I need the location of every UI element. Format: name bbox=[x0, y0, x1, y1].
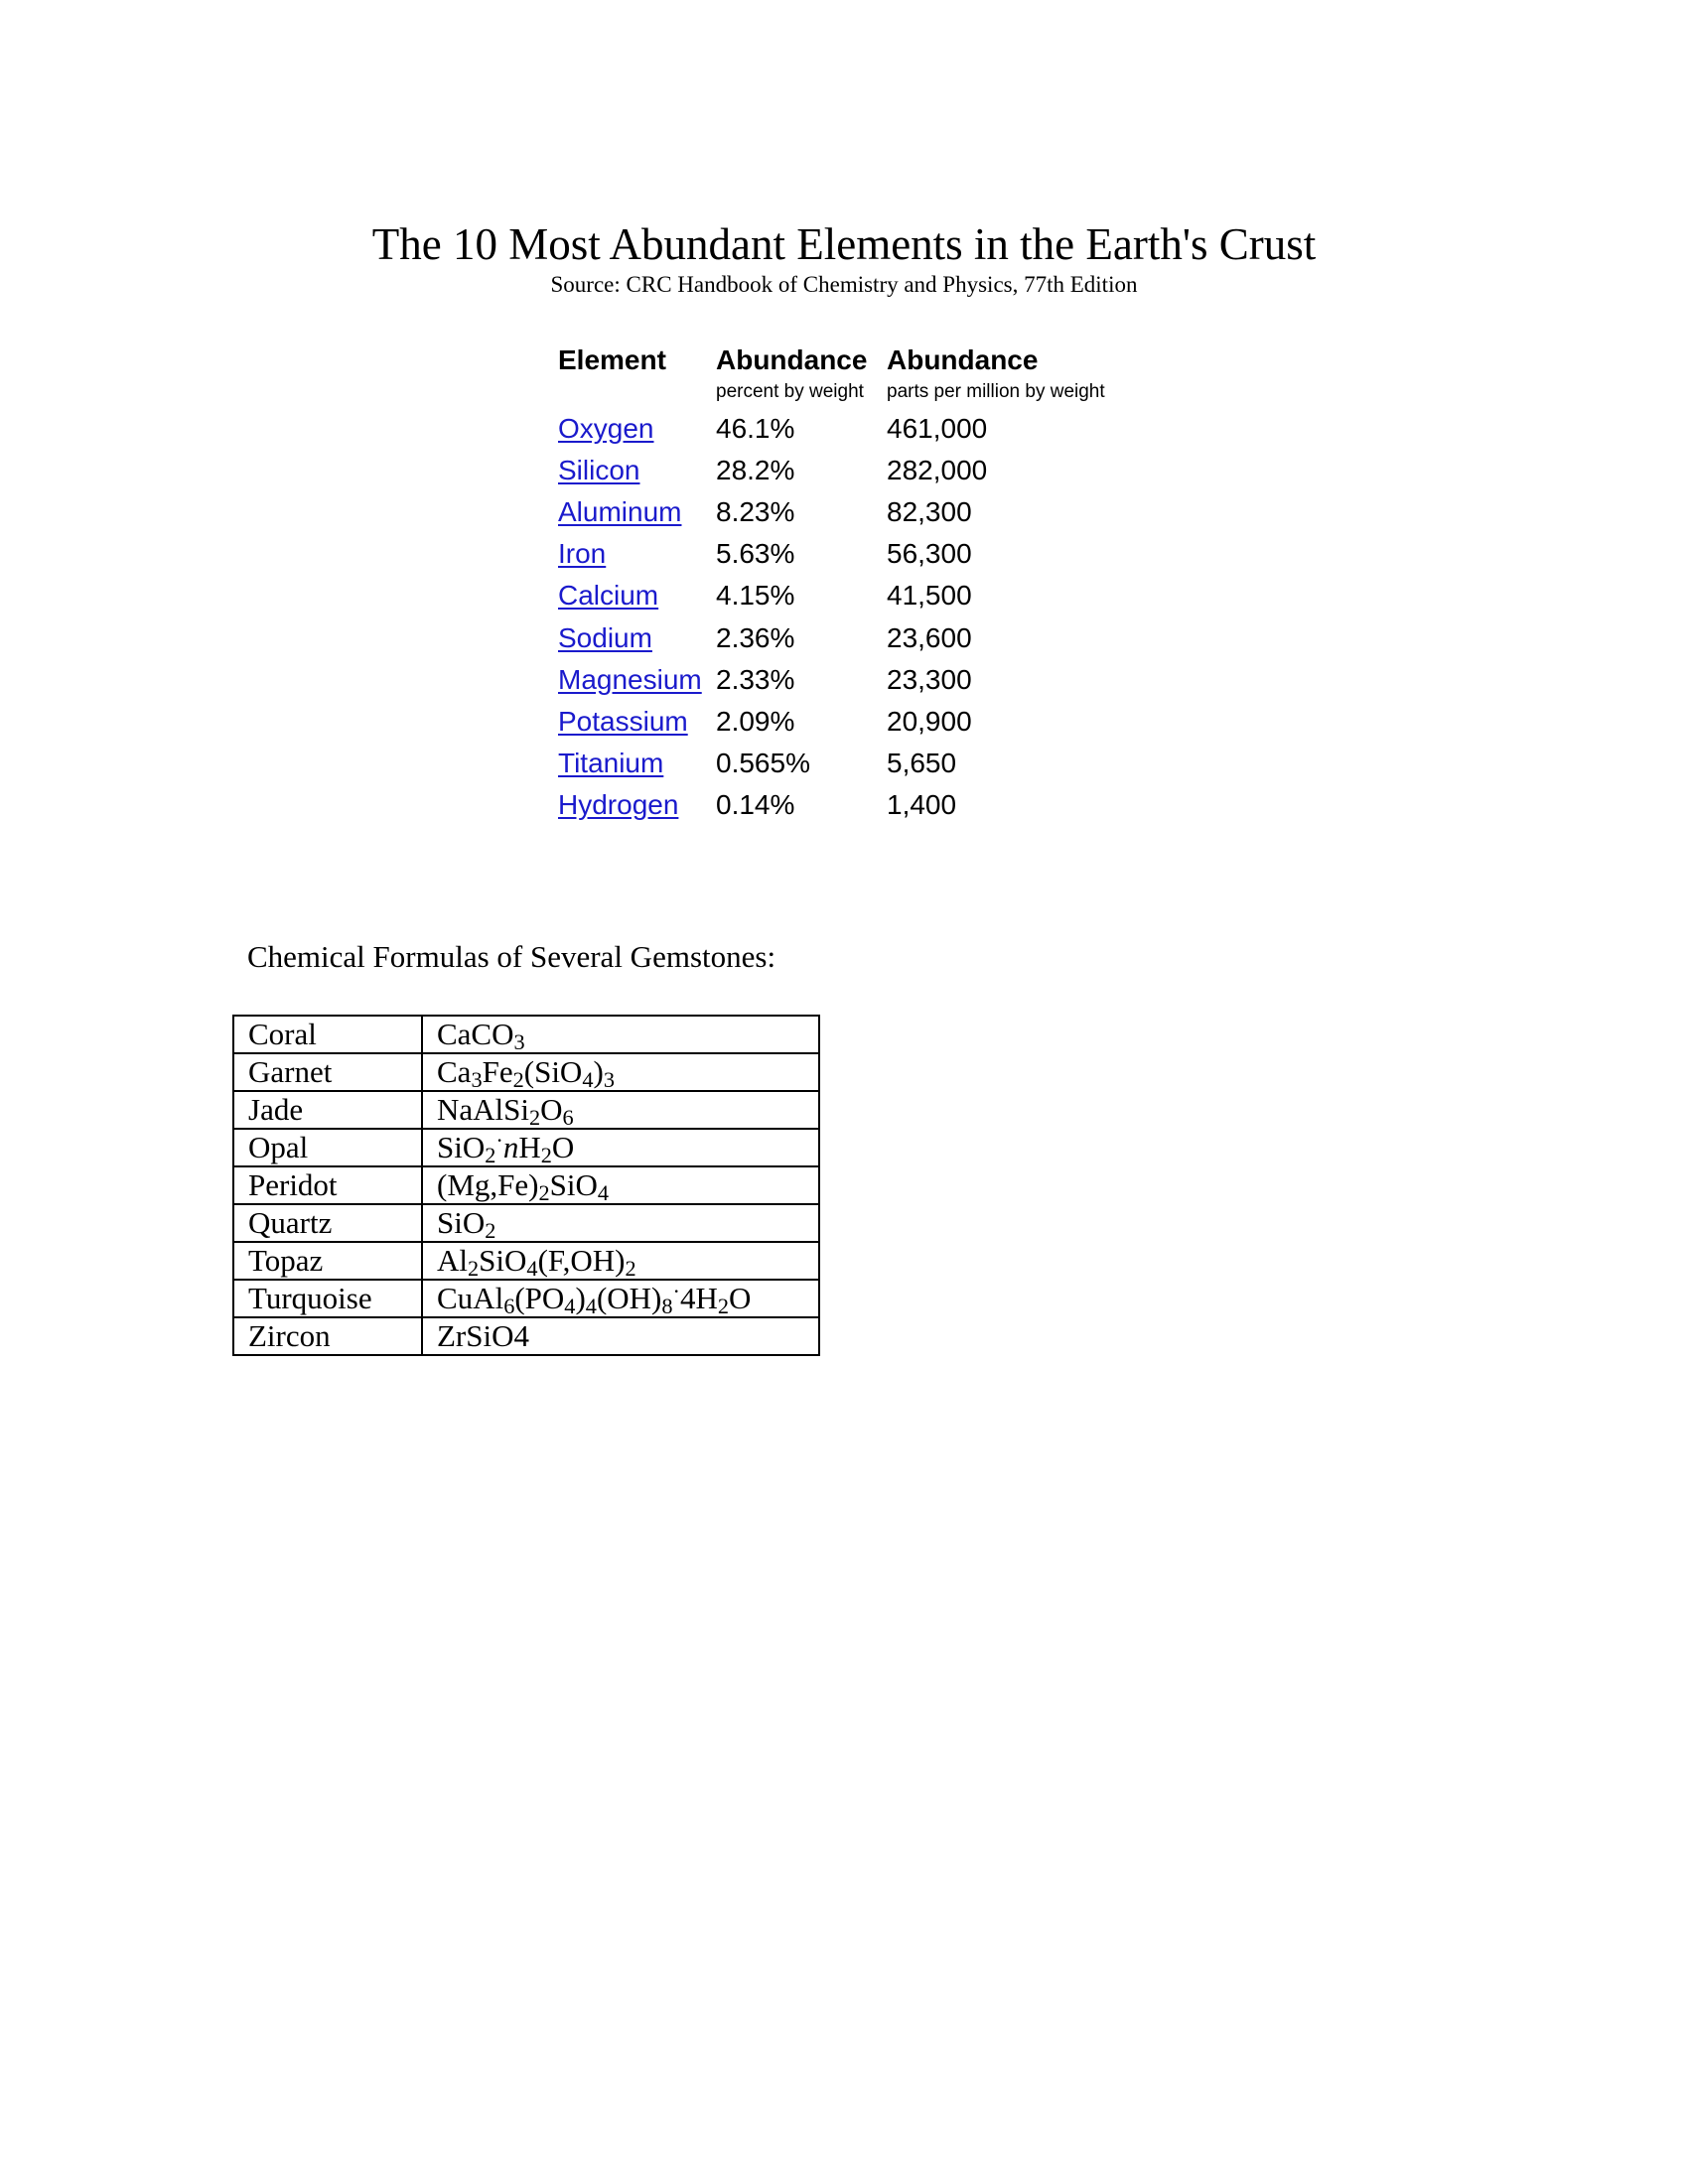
formula-dot: · bbox=[495, 1127, 503, 1153]
element-row bbox=[558, 701, 1154, 743]
percent-value: 8.23% bbox=[716, 496, 795, 528]
formula-part: (SiO bbox=[523, 1054, 583, 1089]
element-row bbox=[558, 659, 1154, 701]
gemstones-table bbox=[232, 1015, 820, 1356]
formula-subscript: 2 bbox=[485, 1217, 496, 1243]
element-link-hydrogen[interactable]: Hydrogen bbox=[558, 788, 679, 820]
gemstone-name: Jade bbox=[233, 1091, 422, 1129]
formula-subscript: 2 bbox=[529, 1104, 541, 1130]
element-row bbox=[558, 533, 1154, 575]
formula-subscript: 2 bbox=[485, 1142, 496, 1167]
formula-part: 4H bbox=[679, 1281, 718, 1315]
formula-part: Ca bbox=[437, 1054, 472, 1089]
ppm-value: 82,300 bbox=[887, 496, 972, 528]
gemstone-formula bbox=[422, 1091, 819, 1129]
ppm-value: 23,600 bbox=[887, 621, 972, 653]
formula-part: n bbox=[502, 1130, 519, 1164]
gemstone-row bbox=[233, 1280, 819, 1317]
element-row bbox=[558, 784, 1154, 826]
formula-subscript: 4 bbox=[585, 1293, 597, 1318]
element-row bbox=[558, 408, 1154, 450]
gemstone-row bbox=[233, 1166, 819, 1204]
formula-subscript: 2 bbox=[625, 1255, 636, 1281]
formula-subscript: 6 bbox=[503, 1293, 515, 1318]
element-row bbox=[558, 743, 1154, 784]
formula-subscript: 3 bbox=[603, 1066, 615, 1092]
percent-value: 2.09% bbox=[716, 705, 795, 737]
header-element: Element bbox=[558, 344, 666, 375]
formula-subscript: 3 bbox=[471, 1066, 483, 1092]
formula-subscript: 2 bbox=[468, 1255, 480, 1281]
gemstone-row bbox=[233, 1129, 819, 1166]
formula-subscript: 8 bbox=[661, 1293, 673, 1318]
formula-part: SiO bbox=[437, 1205, 486, 1240]
ppm-value: 23,300 bbox=[887, 663, 972, 695]
ppm-value: 56,300 bbox=[887, 538, 972, 570]
gemstone-formula bbox=[422, 1053, 819, 1091]
page-title: The 10 Most Abundant Elements in the Earth's Crust bbox=[371, 219, 1317, 269]
formula-part: (OH) bbox=[596, 1281, 662, 1315]
formula-subscript: 4 bbox=[564, 1293, 576, 1318]
formula-part: (F,OH) bbox=[537, 1243, 626, 1278]
element-link-iron[interactable]: Iron bbox=[558, 538, 607, 570]
percent-value: 2.33% bbox=[716, 663, 795, 695]
element-link-titanium[interactable]: Titanium bbox=[558, 747, 664, 778]
formula-subscript: 6 bbox=[562, 1104, 574, 1130]
gemstone-row bbox=[233, 1016, 819, 1053]
percent-value: 0.14% bbox=[716, 788, 795, 820]
gemstone-formula bbox=[422, 1204, 819, 1242]
formula-part: CuAl bbox=[437, 1281, 504, 1315]
gemstone-formula bbox=[422, 1317, 819, 1355]
gemstone-formula bbox=[422, 1166, 819, 1204]
gemstones-heading: Chemical Formulas of Several Gemstones: bbox=[247, 939, 776, 974]
formula-part: NaAlSi bbox=[437, 1092, 529, 1127]
percent-value: 4.15% bbox=[716, 580, 795, 612]
element-row bbox=[558, 450, 1154, 491]
ppm-value: 282,000 bbox=[887, 455, 988, 486]
formula-dot: · bbox=[672, 1278, 680, 1303]
formula-part: Al bbox=[437, 1243, 468, 1278]
formula-part: O bbox=[729, 1281, 752, 1315]
percent-value: 0.565% bbox=[716, 747, 810, 778]
gemstone-name: Opal bbox=[233, 1129, 422, 1166]
ppm-value: 20,900 bbox=[887, 705, 972, 737]
percent-value: 5.63% bbox=[716, 538, 795, 570]
formula-part: Fe bbox=[482, 1054, 513, 1089]
gemstone-formula bbox=[422, 1016, 819, 1053]
element-link-silicon[interactable]: Silicon bbox=[558, 455, 640, 486]
formula-subscript: 2 bbox=[538, 1179, 550, 1205]
formula-part: ) bbox=[593, 1054, 604, 1089]
gemstone-name: Topaz bbox=[233, 1242, 422, 1280]
element-link-aluminum[interactable]: Aluminum bbox=[558, 496, 682, 528]
element-link-sodium[interactable]: Sodium bbox=[558, 621, 652, 653]
gemstone-row bbox=[233, 1204, 819, 1242]
gemstone-name: Zircon bbox=[233, 1317, 422, 1355]
formula-part: ZrSiO4 bbox=[437, 1318, 529, 1353]
gemstone-formula bbox=[422, 1280, 819, 1317]
gemstone-name: Garnet bbox=[233, 1053, 422, 1091]
formula-subscript: 2 bbox=[540, 1142, 552, 1167]
formula-subscript: 4 bbox=[597, 1179, 610, 1205]
formula-part: SiO bbox=[437, 1130, 486, 1164]
gemstone-row bbox=[233, 1053, 819, 1091]
header-percent-subtitle: percent by weight bbox=[716, 381, 864, 402]
formula-part: SiO bbox=[549, 1167, 598, 1202]
header-abundance-percent: Abundance bbox=[716, 344, 868, 375]
formula-subscript: 4 bbox=[526, 1255, 538, 1281]
ppm-value: 461,000 bbox=[887, 413, 988, 444]
ppm-value: 41,500 bbox=[887, 580, 972, 612]
percent-value: 46.1% bbox=[716, 413, 795, 444]
gemstone-name: Turquoise bbox=[233, 1280, 422, 1317]
element-link-calcium[interactable]: Calcium bbox=[558, 580, 659, 612]
formula-subscript: 3 bbox=[513, 1028, 525, 1054]
formula-part: (PO bbox=[514, 1281, 565, 1315]
formula-part: ) bbox=[575, 1281, 586, 1315]
formula-subscript: 4 bbox=[582, 1066, 594, 1092]
gemstone-formula bbox=[422, 1129, 819, 1166]
gemstone-name: Coral bbox=[233, 1016, 422, 1053]
gemstone-formula bbox=[422, 1242, 819, 1280]
formula-subscript: 2 bbox=[512, 1066, 524, 1092]
formula-part: O bbox=[540, 1092, 563, 1127]
gemstone-row bbox=[233, 1091, 819, 1129]
element-row bbox=[558, 575, 1154, 616]
formula-part: CaCO bbox=[437, 1017, 514, 1051]
element-link-magnesium[interactable]: Magnesium bbox=[558, 663, 702, 695]
gemstone-row bbox=[233, 1242, 819, 1280]
header-abundance-ppm: Abundance bbox=[887, 344, 1039, 375]
formula-subscript: 2 bbox=[717, 1293, 729, 1318]
gemstone-row bbox=[233, 1317, 819, 1355]
gemstone-name: Quartz bbox=[233, 1204, 422, 1242]
element-row bbox=[558, 617, 1154, 659]
formula-part: H bbox=[518, 1130, 541, 1164]
formula-part: (Mg,Fe) bbox=[437, 1167, 539, 1202]
element-link-potassium[interactable]: Potassium bbox=[558, 705, 688, 737]
ppm-value: 5,650 bbox=[887, 747, 957, 778]
formula-part: O bbox=[551, 1130, 575, 1164]
source-citation: Source: CRC Handbook of Chemistry and Physics, 77th Edition bbox=[550, 272, 1138, 297]
percent-value: 2.36% bbox=[716, 621, 795, 653]
header-ppm-subtitle: parts per million by weight bbox=[887, 381, 1105, 402]
percent-value: 28.2% bbox=[716, 455, 795, 486]
element-link-oxygen[interactable]: Oxygen bbox=[558, 413, 654, 444]
ppm-value: 1,400 bbox=[887, 788, 957, 820]
element-row bbox=[558, 491, 1154, 533]
formula-part: SiO bbox=[479, 1243, 527, 1278]
gemstone-name: Peridot bbox=[233, 1166, 422, 1204]
